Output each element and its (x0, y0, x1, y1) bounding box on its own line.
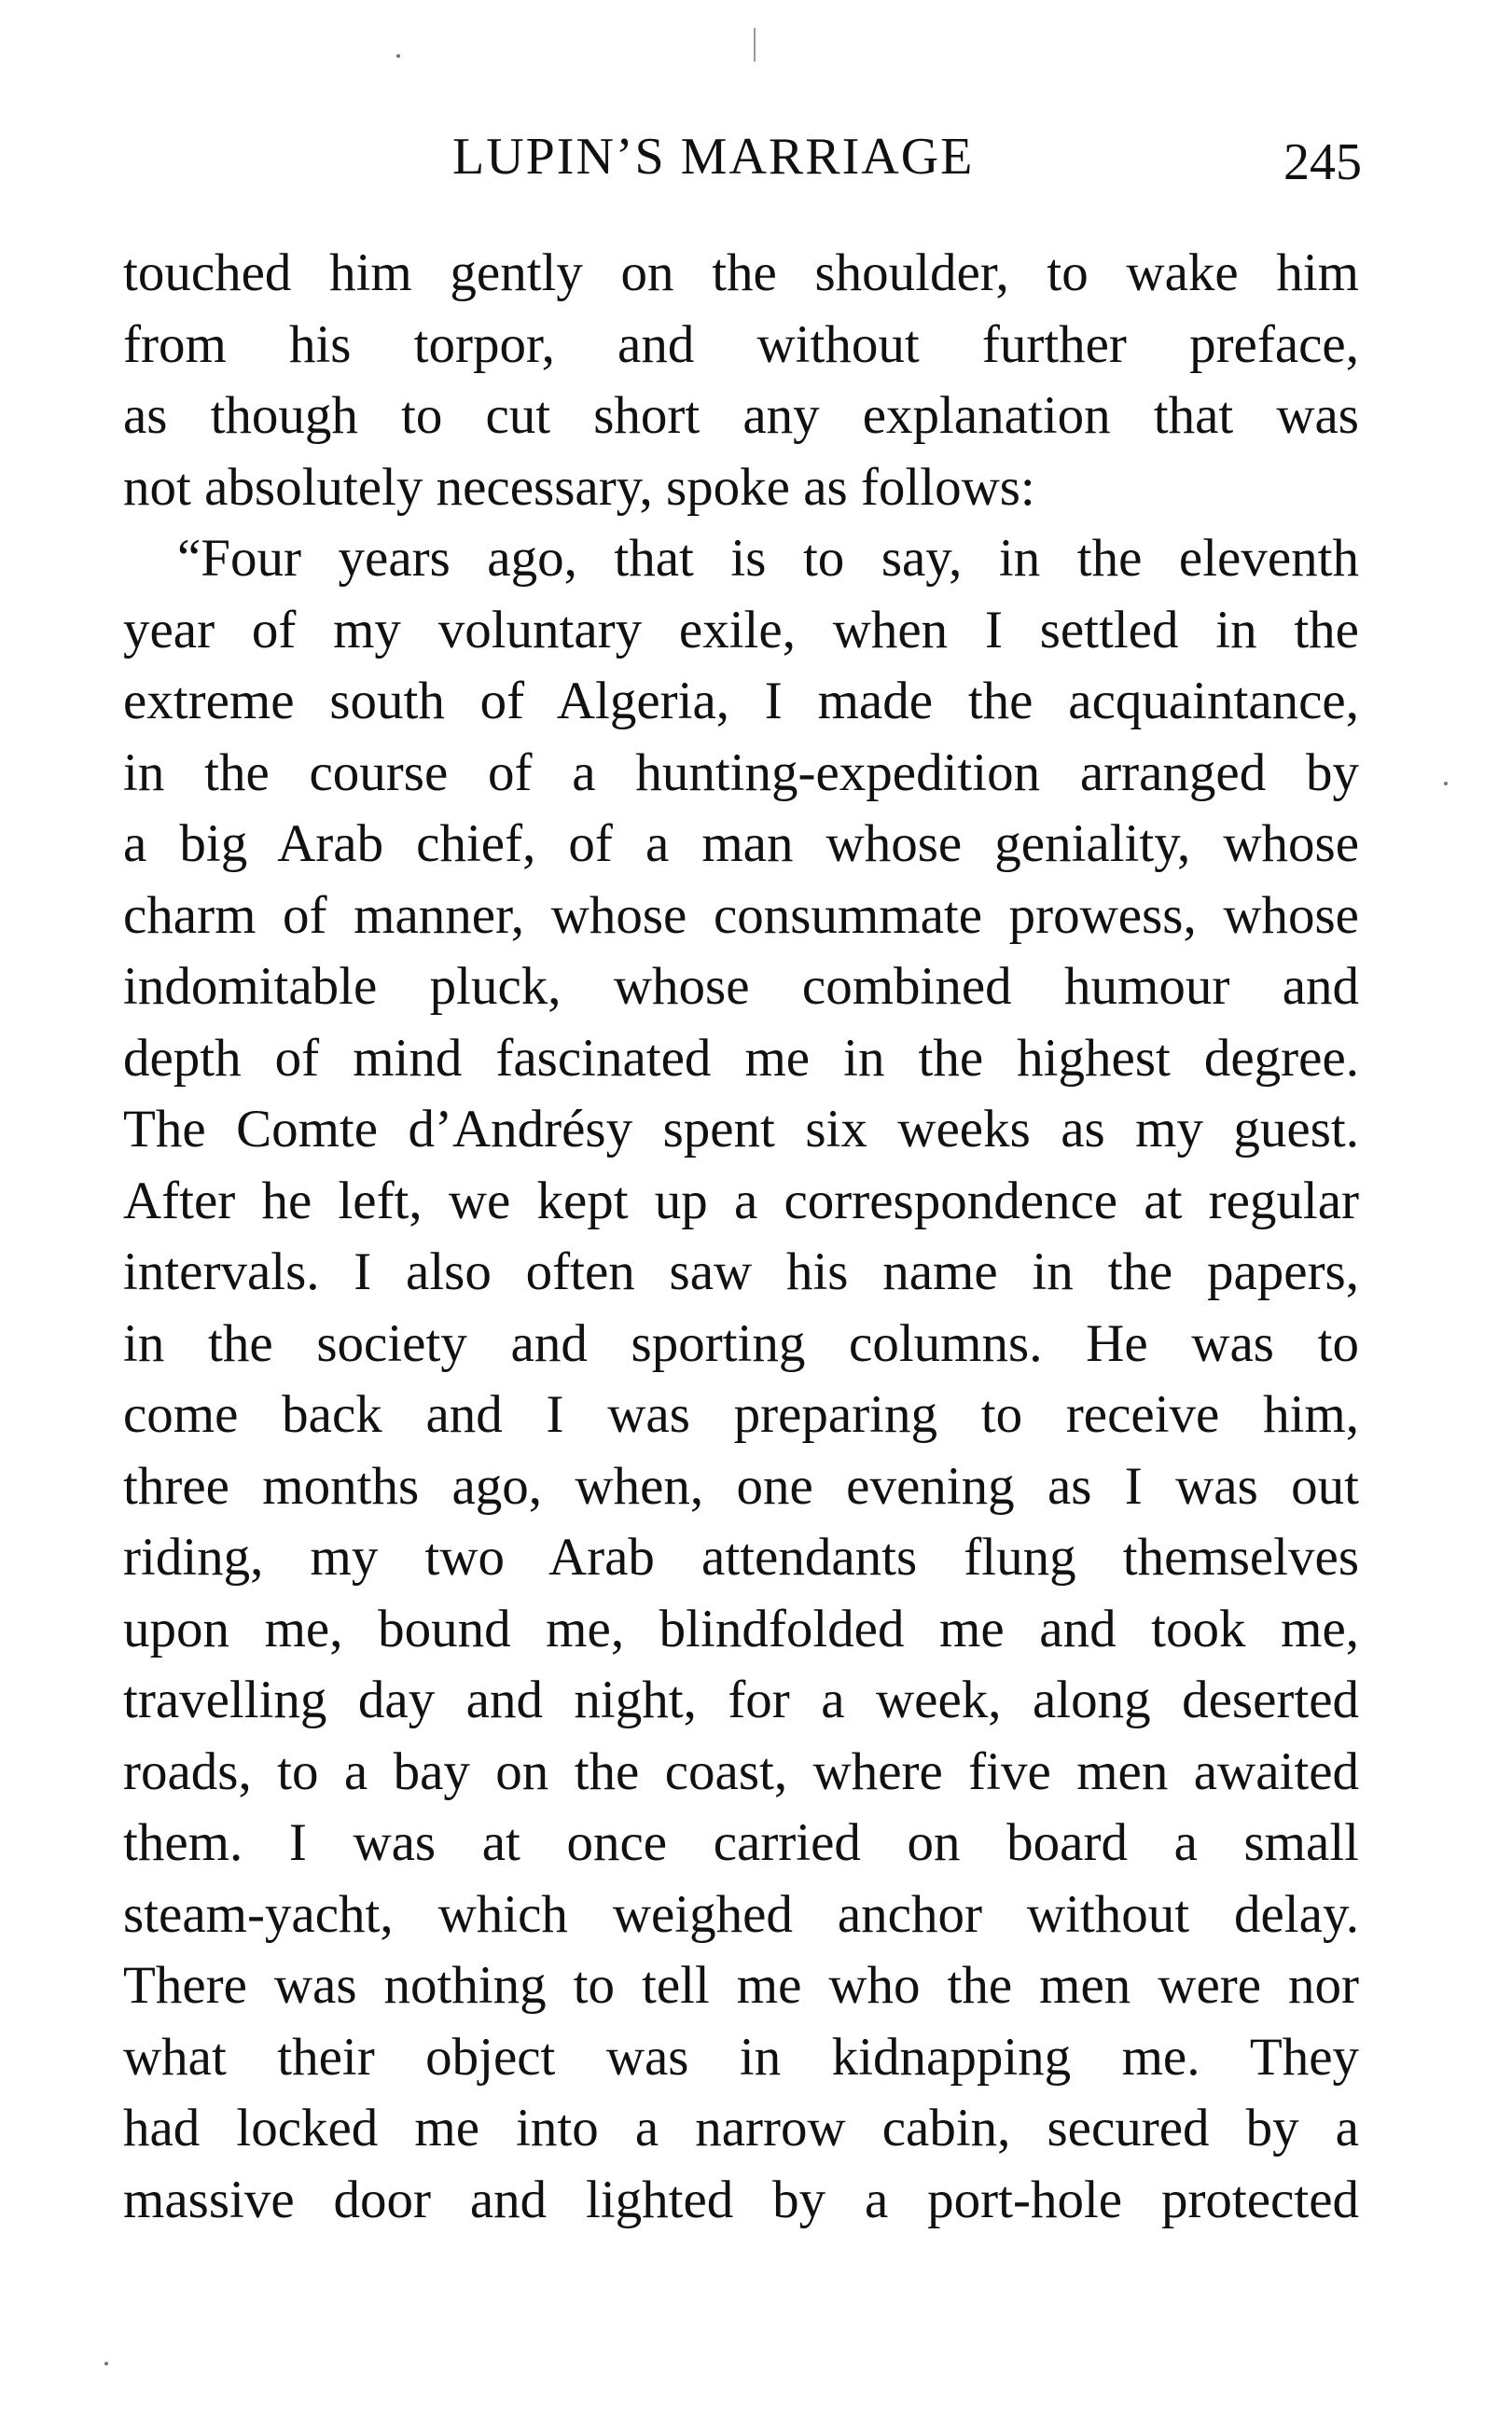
text-line: in the society and sporting columns. He was to (123, 1313, 1359, 1373)
text-line: as though to cut short any explanation that was (123, 386, 1359, 445)
text-line: extreme south of Algeria, I made the acquaintance, (123, 672, 1359, 730)
text-line: There was nothing to tell me who the men were nor (123, 1956, 1359, 2015)
text-line: riding, my two Arab attendants flung themselves (123, 1528, 1359, 1587)
text-line: had locked me into a narrow cabin, secured by a (123, 2099, 1359, 2157)
text-line: travelling day and night, for a week, along deserted (123, 1671, 1359, 1729)
text-line: upon me, bound me, blindfolded me and took me, (123, 1599, 1359, 1658)
running-title: LUPIN’S MARRIAGE (452, 128, 975, 186)
text-line: a big Arab chief, of a man whose geniality, whose (123, 814, 1359, 873)
body-text (123, 238, 1359, 2236)
text-line: from his torpor, and without further preface, (123, 314, 1359, 374)
text-line: charm of manner, whose consummate prowess, whose (123, 885, 1359, 945)
text-line: what their object was in kidnapping me. They (123, 2027, 1359, 2087)
text-line: touched him gently on the shoulder, to wake him (123, 243, 1359, 302)
text-line: three months ago, when, one evening as I was out (123, 1456, 1359, 1516)
text-line: depth of mind fascinated me in the highest degree. (123, 1028, 1359, 1088)
text-line: intervals. I also often saw his name in the papers, (123, 1242, 1359, 1301)
text-line: come back and I was preparing to receive him, (123, 1385, 1359, 1444)
text-line: The Comte d’Andrésy spent six weeks as my guest. (123, 1100, 1359, 1158)
text-line: not absolutely necessary, spoke as follows: (123, 457, 1035, 517)
text-line: in the course of a hunting-expedition arranged by (123, 742, 1359, 802)
print-speck (396, 54, 400, 58)
print-speck (1444, 782, 1448, 785)
text-line: massive door and lighted by a port-hole protected (123, 2170, 1359, 2229)
page-number: 245 (1283, 133, 1362, 191)
text-line: them. I was at once carried on board a small (123, 1813, 1359, 1872)
print-speck (104, 2362, 108, 2365)
text-line: indomitable pluck, whose combined humour and (123, 957, 1359, 1016)
text-line: steam-yacht, which weighed anchor without delay. (123, 1884, 1359, 1944)
text-line: “Four years ago, that is to say, in the eleventh (177, 529, 1359, 588)
running-head (121, 119, 1362, 194)
text-line: year of my voluntary exile, when I settled in the (123, 600, 1359, 659)
text-line: After he left, we kept up a correspondence at regular (123, 1171, 1359, 1230)
print-mark (754, 28, 756, 62)
text-line: roads, to a bay on the coast, where five men awaited (123, 1741, 1359, 1801)
